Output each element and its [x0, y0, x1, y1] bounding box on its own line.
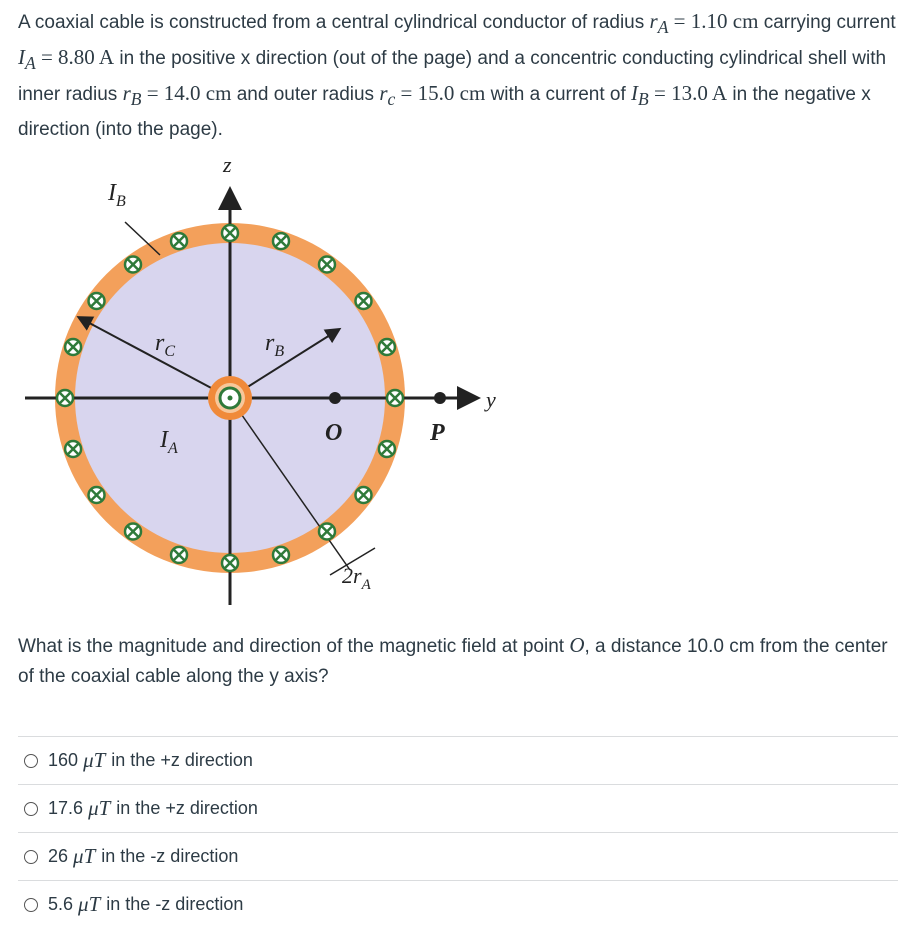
answer-text [48, 844, 238, 869]
into-page-mark [57, 390, 73, 406]
problem-text: and outer radius [231, 84, 380, 106]
into-page-mark [171, 547, 187, 563]
2rA-symbol: 2r [342, 563, 362, 588]
math-rA [649, 9, 759, 38]
math-value: = 13.0 A [648, 81, 728, 106]
problem-text: carrying current [758, 12, 896, 33]
math-value: = 14.0 cm [141, 81, 232, 106]
into-page-mark [319, 257, 335, 273]
into-page-mark [379, 339, 395, 355]
problem-statement [18, 6, 898, 145]
answer-option[interactable] [18, 784, 898, 832]
into-page-mark [379, 441, 395, 457]
math-subscript: B [130, 89, 142, 110]
answer-text [48, 892, 243, 917]
problem-text: A coaxial cable is constructed from a central cylindrical conductor of radius [18, 12, 650, 33]
math-rB [122, 81, 232, 110]
into-page-mark [125, 523, 141, 539]
into-page-mark [319, 523, 335, 539]
into-page-mark [222, 555, 238, 571]
into-page-mark [273, 233, 289, 249]
question-text [18, 630, 898, 692]
math-value: = 15.0 cm [395, 81, 486, 106]
math-symbol: r [122, 81, 131, 106]
into-page-mark [171, 233, 187, 249]
into-page-mark [355, 293, 371, 309]
into-page-mark [355, 487, 371, 503]
math-symbol: r [649, 9, 658, 33]
answer-value: 5.6 [48, 894, 74, 914]
math-subscript: A [25, 53, 36, 74]
rB-symbol: r [265, 330, 275, 356]
answer-unit: μT [83, 748, 106, 772]
figure-svg [20, 150, 520, 610]
IB-label [107, 180, 126, 210]
math-symbol: I [18, 45, 25, 70]
into-page-mark [89, 293, 105, 309]
IB-symbol: I [108, 180, 116, 206]
into-page-mark [387, 390, 403, 406]
answer-list [18, 736, 898, 928]
problem-text: in the positive x direction (out of the page) and a concentric conducting cylindrical shell with inner radius [18, 48, 887, 106]
IB-subscript: B [116, 193, 126, 210]
into-page-mark [65, 441, 81, 457]
math-symbol: r [379, 81, 388, 106]
answer-value: 17.6 [48, 798, 84, 818]
math-IA [18, 45, 115, 74]
point-O-marker [329, 392, 341, 404]
math-value: = 1.10 cm [668, 9, 759, 33]
into-page-mark [222, 225, 238, 241]
2rA-subscript: A [361, 577, 371, 593]
y-label: y [486, 387, 496, 412]
radio-button[interactable] [24, 898, 38, 912]
into-page-mark [89, 487, 105, 503]
into-page-mark [273, 547, 289, 563]
rc-subscript: C [164, 343, 176, 360]
rB-subscript: B [274, 343, 285, 360]
into-page-mark [65, 339, 81, 355]
answer-direction: in the -z direction [106, 894, 244, 914]
answer-option[interactable] [18, 736, 898, 784]
problem-text: in the negative x direction (into the page). [18, 84, 871, 140]
out-of-page-dot [228, 396, 233, 401]
radio-button[interactable] [24, 802, 38, 816]
math-symbol: I [631, 81, 639, 106]
answer-unit: μT [88, 796, 111, 820]
coaxial-cable-figure [20, 150, 520, 610]
z-label: z [223, 152, 232, 177]
answer-value: 160 [48, 750, 79, 770]
answer-direction: in the +z direction [116, 798, 258, 818]
math-value: = 8.80 A [35, 45, 115, 70]
answer-unit: μT [73, 844, 96, 868]
math-subscript: A [657, 17, 669, 38]
math-O: O [569, 633, 585, 657]
P-label: P [430, 420, 445, 446]
question-part: , a distance 10.0 cm from the center of the coaxial cable along the y axis? [18, 636, 888, 687]
radio-button[interactable] [24, 754, 38, 768]
rc-symbol: r [155, 330, 165, 356]
math-subscript: B [638, 89, 649, 110]
problem-text: with a current of [485, 84, 632, 106]
into-page-mark [125, 257, 141, 273]
point-P-marker [434, 392, 446, 404]
radio-button[interactable] [24, 850, 38, 864]
O-label: O [325, 420, 343, 446]
math-IB [631, 81, 728, 110]
question-part: What is the magnitude and direction of the magnetic field at point [18, 636, 570, 657]
answer-option[interactable] [18, 880, 898, 928]
math-subscript: c [387, 89, 396, 110]
answer-value: 26 [48, 846, 69, 866]
math-rc [379, 81, 486, 110]
answer-direction: in the -z direction [101, 846, 239, 866]
answer-text [48, 748, 253, 773]
IA-symbol: I [160, 427, 168, 453]
answer-unit: μT [78, 892, 101, 916]
answer-option[interactable] [18, 832, 898, 880]
answer-direction: in the +z direction [111, 750, 253, 770]
answer-text [48, 796, 258, 821]
IA-subscript: A [168, 440, 178, 457]
2rA-label [342, 563, 372, 593]
